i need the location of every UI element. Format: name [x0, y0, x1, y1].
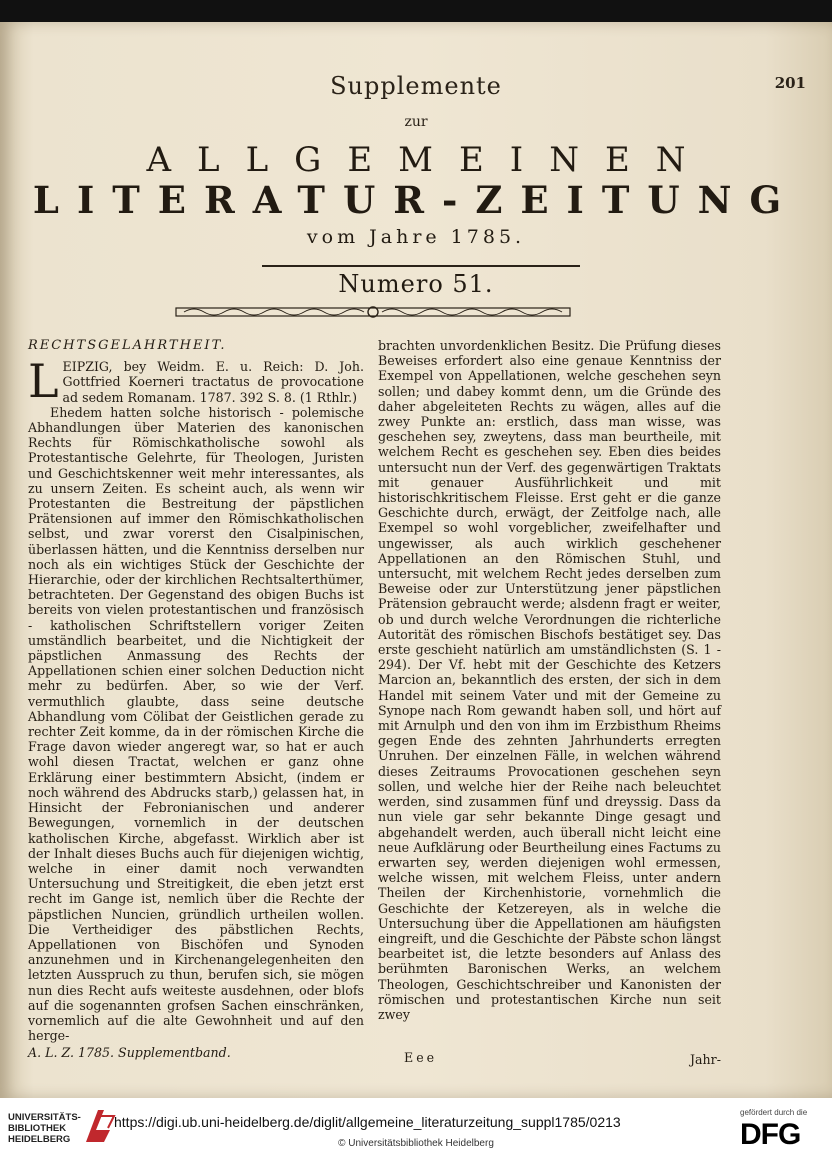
- viewer-footer: [0, 1098, 832, 1159]
- book-entry: [28, 354, 364, 409]
- issue-number: Numero 51.: [338, 270, 494, 298]
- book-page: [0, 22, 832, 1098]
- permalink-url[interactable]: https://digi.ub.uni-heidelberg.de/diglit/allgemeine_literaturzeitung_suppl1785/0213: [114, 1114, 621, 1130]
- copyright-text: © Universitätsbibliothek Heidelberg: [338, 1138, 494, 1149]
- title-allgemeinen: ALLGEMEINEN: [146, 140, 712, 180]
- catchword: Jahr-: [690, 1052, 721, 1067]
- footer-line: A. L. Z. 1785. Supplementband.: [28, 1045, 231, 1061]
- left-column: [28, 338, 364, 1061]
- dfg-logo[interactable]: DFG: [740, 1118, 801, 1151]
- right-column: [378, 338, 721, 1022]
- title-year: vom Jahre 1785.: [306, 226, 526, 248]
- section-heading: RECHTSGELAHRTHEIT.: [28, 338, 227, 353]
- title-rule: [262, 265, 580, 267]
- ornament-border: [174, 305, 572, 319]
- book-entry-text: EIPZIG, bey Weidm. E. u. Reich: D. Joh. Gottfried Koerneri tractatus de provocatione ad sedem Romanam. 1787. 392 S. 8. (1 Rthlr.): [62, 359, 364, 405]
- drop-initial: L: [28, 354, 59, 409]
- library-logo-text[interactable]: UNIVERSITÄTS- BIBLIOTHEK HEIDELBERG: [8, 1112, 81, 1145]
- funded-by-label: gefördert durch die: [740, 1108, 808, 1117]
- review-text-left: Ehedem hatten solche historisch - polemische Abhandlungen über Materien des kanonischen Rechts für Römischkatholische sowohl als Protestantische Gelehrte, für Theologen, Juristen und Geschichtskenner weit mehr interessantes, als zu unsern Zeiten. Es scheint auch, als wenn wir Protestanten die Bestreitung der päpstlichen Prätensionen auf immer den Römischkatholischen selbst, und zwar vorerst den Cisalpinischen, überlassen hätten, und die Kenntniss derselben nur noch als ein wichtiges Stück der Geschichte der Hierarchie, oder der kirchlichen Rechtsalterthümer, betrachteten. Der Gegenstand des obigen Buchs ist bereits von vielen protestantischen und französisch - katholischen Schriftstellern voriger Zeiten umständlich bearbeitet, und die Nichtigkeit der päpstlichen Anmassung des Rechts der Appellationen schien einer solchen Deduction nicht mehr zu bedürfen. Aber, so wie der Verf. vermuthlich glaubte, dass seine deutsche Abhandlung vom Cölibat der Geistlichen gerade zu rechter Zeit komme, da in der römischen Kirche die Frage davon wieder angeregt war, so hat er auch wohl diesen Tractat, welchen er ganz ohne Erklärung einer bestimmtern Absicht, (indem er noch während des Abdrucks starb,) gelassen hat, in Hinsicht der Febronianischen und anderer Bewegungen, vornemlich in der deutschen katholischen Kirche, abgefasst. Wirklich aber ist der Inhalt dieses Buchs auch für diejenigen wichtig, welche in einer damit noch verwandten Untersuchung und Streitigkeit, die eben jetzt erst recht im Gange ist, nemlich über die Rechte der päpstlichen Nuncien, gründlich urtheilen wollen. Die Vertheidiger des päbstlichen Rechts, Appellationen von Bischöfen und Synoden anzunehmen und in Kirchenangelegenheiten den letzten Ausspruch zu thun, berufen sich, sie mögen nun dies Recht aufs weiteste ausdehnen, oder blofs auf die sogenannten grofsen Sachen einschränken, vornemlich auf die alte Gewohnheit und auf den herge-: [28, 404, 364, 1044]
- title-supplemente: Supplemente: [330, 72, 502, 100]
- review-text-right: brachten unvordenklichen Besitz. Die Prüfung dieses Beweises erfordert also eine genaue Kenntniss der Exempel von Appellationen, welche geschehen seyn sollen; und dabey kommt denn, um die Gründe des daher abgeleiteten Rechts zu wägen, alles auf die zwey Punkte an: erstlich, dass man wisse, was geschehen sey, zweytens, dass man beurtheile, mit welchem Recht es geschehen sey. Eben dies beides untersucht nun der Verf. des gegenwärtigen Traktats mit genauer Ausführlichkeit und mit historischkritischem Fleisse. Erst geht er die ganze Geschichte durch, erwägt, der Zeitfolge nach, alle Exempel so wohl vorgeblicher, zweifelhafter und ungewisser, als auch wirklich geschehener Appellationen an den Römischen Stuhl, und untersucht, mit welchem Recht jedes derselben zum Beweise oder zur Unterstützung jener päpstlichen Prätension gebraucht werde; alsdenn fragt er weiter, ob und durch welche Verordnungen die richterliche Autorität des römischen Bischofs bestätiget sey. Das erste geschieht natürlich am umständlichsten (S. 1 - 294). Der Vf. hebt mit der Geschichte des Ketzers Marcion an, bekanntlich des ersten, der sich in dem Handel mit seinem Vater und mit der Gemeine zu Synope nach Rom gewandt haben soll, und hört auf mit Arnulph und den von ihm im Erzbisthum Rheims gegen Ende des zehnten Jahrhunderts erregten Unruhen. Der einzelnen Fälle, in welchen während dieses Zeitraums Provocationen geschehen seyn sollen, und welche hier der Reihe nach beleuchtet werden, sind zusammen fünf und dreyssig. Dass da nun viele gar sehr bekannte Dinge gesagt und abgehandelt werden, auch überall nicht leicht eine neue Aufklärung oder Beurtheilung eines Factums zu erwarten sey, werden diejenigen wohl ermessen, welche wissen, mit welchem Fleiss, unter andern Theilen der Kirchenhistorie, vornehmlich die Geschichte der Ketzereyen, als in welche die Untersuchung über die Appellationen am häufigsten eingreift, und die Geschichte der Päbste schon längst bearbeitet ist, die letzte besonders auf Anlass des berühmten Baronischen Werks, an welchem Theologen, Geschichtschreiber und Kanonisten der römischen und protestantischen Kirche nun seit zwey: [378, 338, 721, 1022]
- page-number: 201: [774, 74, 806, 92]
- signature-mark: Eee: [404, 1050, 438, 1065]
- title-literatur-zeitung: LITERATUR-ZEITUNG: [32, 178, 800, 222]
- title-zur: zur: [404, 114, 428, 130]
